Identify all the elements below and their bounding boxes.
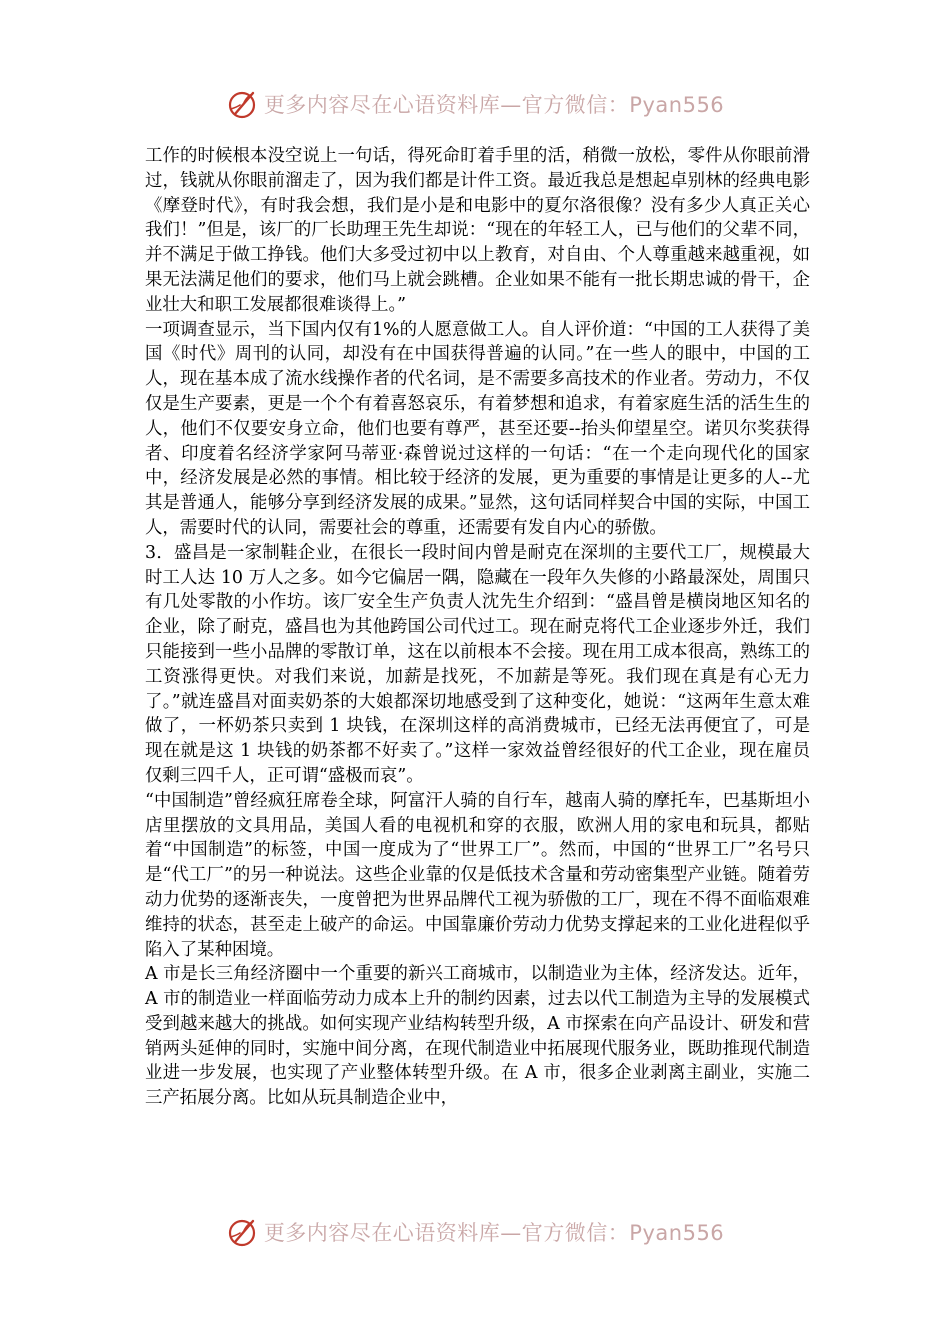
- paragraph-2: 一项调查显示，当下国内仅有1%的人愿意做工人。自人评价道：“中国的工人获得了美国《时代》周刊的认同，却没有在中国获得普遍的认同。”在一些人的眼中，中国的工人，现在基本成了流水线操作者的代名词，是不需要多高技术的作业者。劳动力，不仅仅是生产要素，更是一个个有着喜怒哀乐，有着梦想和追求，有着家庭生活的活生生的人，他们不仅要安身立命，他们也要有尊严，甚至还要--抬头仰望星空。诺贝尔奖获得者、印度着名经济学家阿马蒂亚·森曾说过这样的一句话：“在一个走向现代化的国家中，经济发展是必然的事情。相比较于经济的发展，更为重要的事情是让更多的人--尤其是普通人，能够分享到经济发展的成果。”显然，这句话同样契合中国的实际，中国工人，需要时代的认同，需要社会的尊重，还需要有发自内心的骄傲。: [145, 319, 810, 538]
- header-watermark: [0, 84, 950, 124]
- feather-pen-logo-icon: [226, 87, 260, 121]
- paragraph-5: A 市是长三角经济圈中一个重要的新兴工商城市，以制造业为主体，经济发达。近年，A 市的制造业一样面临劳动力成本上升的制约因素，过去以代工制造为主导的发展模式受到越来越大的挑战。如何实现产业结构转型升级，A 市探索在向产品设计、研发和营销两头延伸的同时，实施中间分离，在现代制造业中拓展现代服务业，既助推现代制造业进一步发展，也实现了产业整体转型升级。在 A 市，很多企业剥离主副业，实施二三产拓展分离。比如从玩具制造企业中，: [145, 964, 810, 1109]
- paragraph-4: “中国制造”曾经疯狂席卷全球，阿富汗人骑的自行车，越南人骑的摩托车，巴基斯坦小店里摆放的文具用品，美国人看的电视机和穿的衣服，欧洲人用的家电和玩具，都贴着“中国制造”的标签，中国一度成为了“世界工厂”。然而，中国的“世界工厂”名号只是“代工厂”的另一种说法。这些企业靠的仅是低技术含量和劳动密集型产业链。随着劳动力优势的逐渐丧失，一度曾把为世界品牌代工视为骄傲的工厂，现在不得不面临艰难维持的状态，甚至走上破产的命运。中国靠廉价劳动力优势支撑起来的工业化进程似乎陷入了某种困境。: [145, 790, 810, 960]
- document-body: [145, 144, 810, 1111]
- watermark-text: 更多内容尽在心语资料库—官方微信：Pyan556: [263, 1221, 725, 1245]
- footer-watermark: [0, 1212, 950, 1252]
- paragraph-3: 3．盛昌是一家制鞋企业，在很长一段时间内曾是耐克在深圳的主要代工厂，规模最大时工人达 10 万人之多。如今它偏居一隅，隐藏在一段年久失修的小路最深处，周围只有几处零散的小作坊。该厂安全生产负责人沈先生介绍到：“盛昌曾是横岗地区知名的企业，除了耐克，盛昌也为其他跨国公司代过工。现在耐克将代工企业逐步外迁，我们只能接到一些小品牌的零散订单，这在以前根本不会接。现在用工成本很高，熟练工的工资涨得更快。对我们来说，加薪是找死，不加薪是等死。我们现在真是有心无力了。”就连盛昌对面卖奶茶的大娘都深切地感受到了这种变化，她说：“这两年生意太难做了，一杯奶茶只卖到 1 块钱，在深圳这样的高消费城市，已经无法再便宜了，可是现在就是这 1 块钱的奶茶都不好卖了。”这样一家效益曾经很好的代工企业，现在雇员仅剩三四千人，正可谓“盛极而哀”。: [145, 542, 810, 786]
- paragraph-1: 工作的时候根本没空说上一句话，得死命盯着手里的活，稍微一放松，零件从你眼前滑过，钱就从你眼前溜走了，因为我们都是计件工资。最近我总是想起卓别林的经典电影《摩登时代》，有时我会想，我们是小是和电影中的夏尔洛很像？没有多少人真正关心我们！”但是，该厂的厂长助理王先生却说：“现在的年轻工人，已与他们的父辈不同，并不满足于做工挣钱。他们大多受过初中以上教育，对自由、个人尊重越来越重视，如果无法满足他们的要求，他们马上就会跳槽。企业如果不能有一批长期忠诚的骨干，企业壮大和职工发展都很难谈得上。”: [145, 146, 810, 315]
- watermark-text: 更多内容尽在心语资料库—官方微信：Pyan556: [263, 93, 725, 117]
- feather-pen-logo-icon: [226, 1215, 260, 1249]
